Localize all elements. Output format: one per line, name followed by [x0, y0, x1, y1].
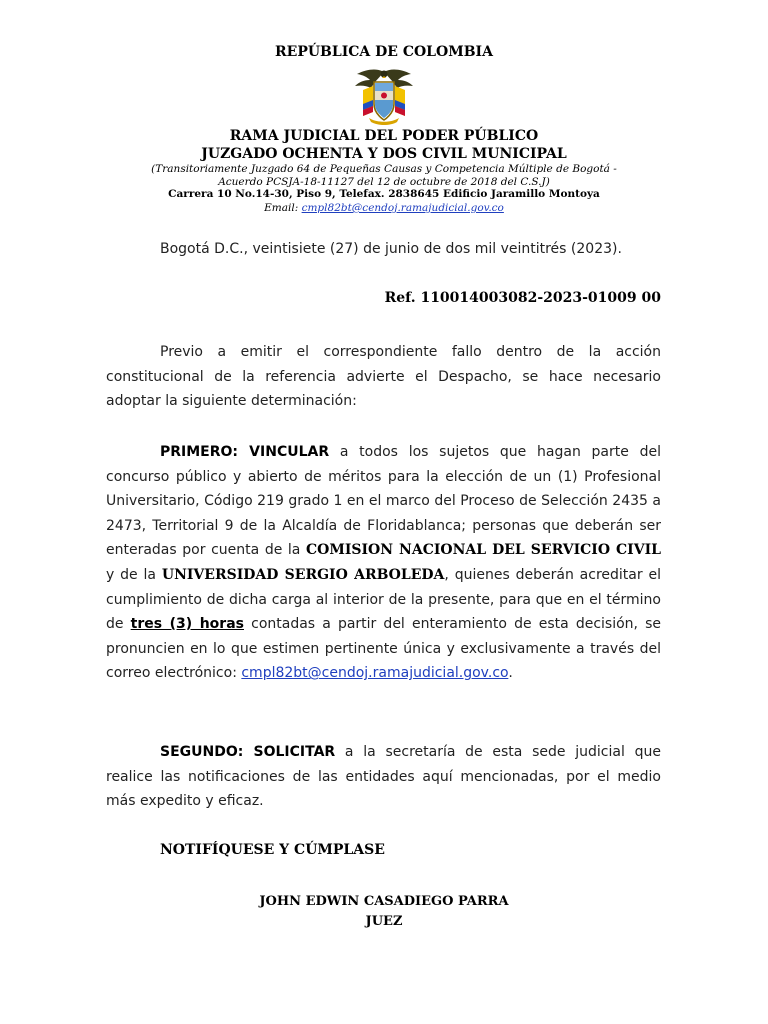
- primero-text-4: contadas a partir del enteramiento de esta decisión, se pronuncien en lo que estimen pertinente única y exclusivamente a través del correo electrónico:: [106, 616, 662, 682]
- email-label: Email:: [264, 202, 299, 214]
- primero-text-2: y de la: [106, 566, 162, 583]
- court-email-line: [0, 202, 768, 214]
- segundo-label: SEGUNDO: SOLICITAR: [160, 744, 336, 760]
- case-reference: Ref. 110014003082-2023-01009 00: [384, 290, 661, 306]
- date-paragraph: Bogotá D.C., veintisiete (27) de junio de dos mil veintitrés (2023).: [160, 241, 622, 257]
- entity-universidad: UNIVERSIDAD SERGIO ARBOLEDA: [161, 566, 445, 583]
- court-note-line-2: Acuerdo PCSJA-18-11127 del 12 de octubre de 2018 del C.S.J): [218, 176, 550, 188]
- entity-cnsc: COMISION NACIONAL DEL SERVICIO CIVIL: [305, 542, 661, 559]
- segundo-paragraph: [106, 740, 661, 814]
- court-note: [0, 163, 768, 189]
- court-heading: JUZGADO OCHENTA Y DOS CIVIL MUNICIPAL: [201, 146, 567, 162]
- signature-role: JUEZ: [365, 914, 403, 929]
- court-address: Carrera 10 No.14-30, Piso 9, Telefax. 2838645 Edificio Jaramillo Montoya: [168, 188, 600, 200]
- primero-text-1: a todos los sujetos que hagan parte del concurso público y abierto de méritos para la elección de un (1) Profesional Universitario, Código 219 grado 1 en el marco del Proceso de Selección 2435 a 2473, Territorial 9 de la Alcaldía de Floridablanca; personas que deberán ser enteradas por cuenta de la: [106, 444, 661, 559]
- colombia-coat-of-arms-icon: [349, 66, 419, 126]
- primero-end: .: [508, 665, 513, 682]
- intro-paragraph: Previo a emitir el correspondiente fallo dentro de la acción constitucional de la referencia advierte el Despacho, se hace necesario adoptar la siguiente determinación:: [106, 344, 661, 410]
- signature-name: JOHN EDWIN CASADIEGO PARRA: [259, 894, 509, 909]
- primero-label: PRIMERO: VINCULAR: [160, 444, 330, 460]
- deadline: tres (3) horas: [130, 616, 244, 633]
- segundo-text: a la secretaría de esta sede judicial que realice las notificaciones de las entidades aquí mencionadas, por el medio más expedito y eficaz.: [106, 744, 661, 810]
- country-heading: REPÚBLICA DE COLOMBIA: [275, 44, 493, 60]
- primero-text-3: , quienes deberán acreditar el cumplimiento de dicha carga al interior de la presente, para que en el término de: [106, 566, 661, 633]
- header-email-link[interactable]: cmpl82bt@cendoj.ramajudicial.gov.co: [301, 202, 504, 214]
- court-note-line-1: (Transitoriamente Juzgado 64 de Pequeñas Causas y Competencia Múltiple de Bogotá -: [151, 163, 617, 175]
- branch-heading: RAMA JUDICIAL DEL PODER PÚBLICO: [229, 128, 539, 144]
- primero-paragraph: [106, 440, 661, 686]
- primero-email-link[interactable]: cmpl82bt@cendoj.ramajudicial.gov.co: [241, 665, 509, 682]
- closing-formula: NOTIFÍQUESE Y CÚMPLASE: [160, 842, 385, 858]
